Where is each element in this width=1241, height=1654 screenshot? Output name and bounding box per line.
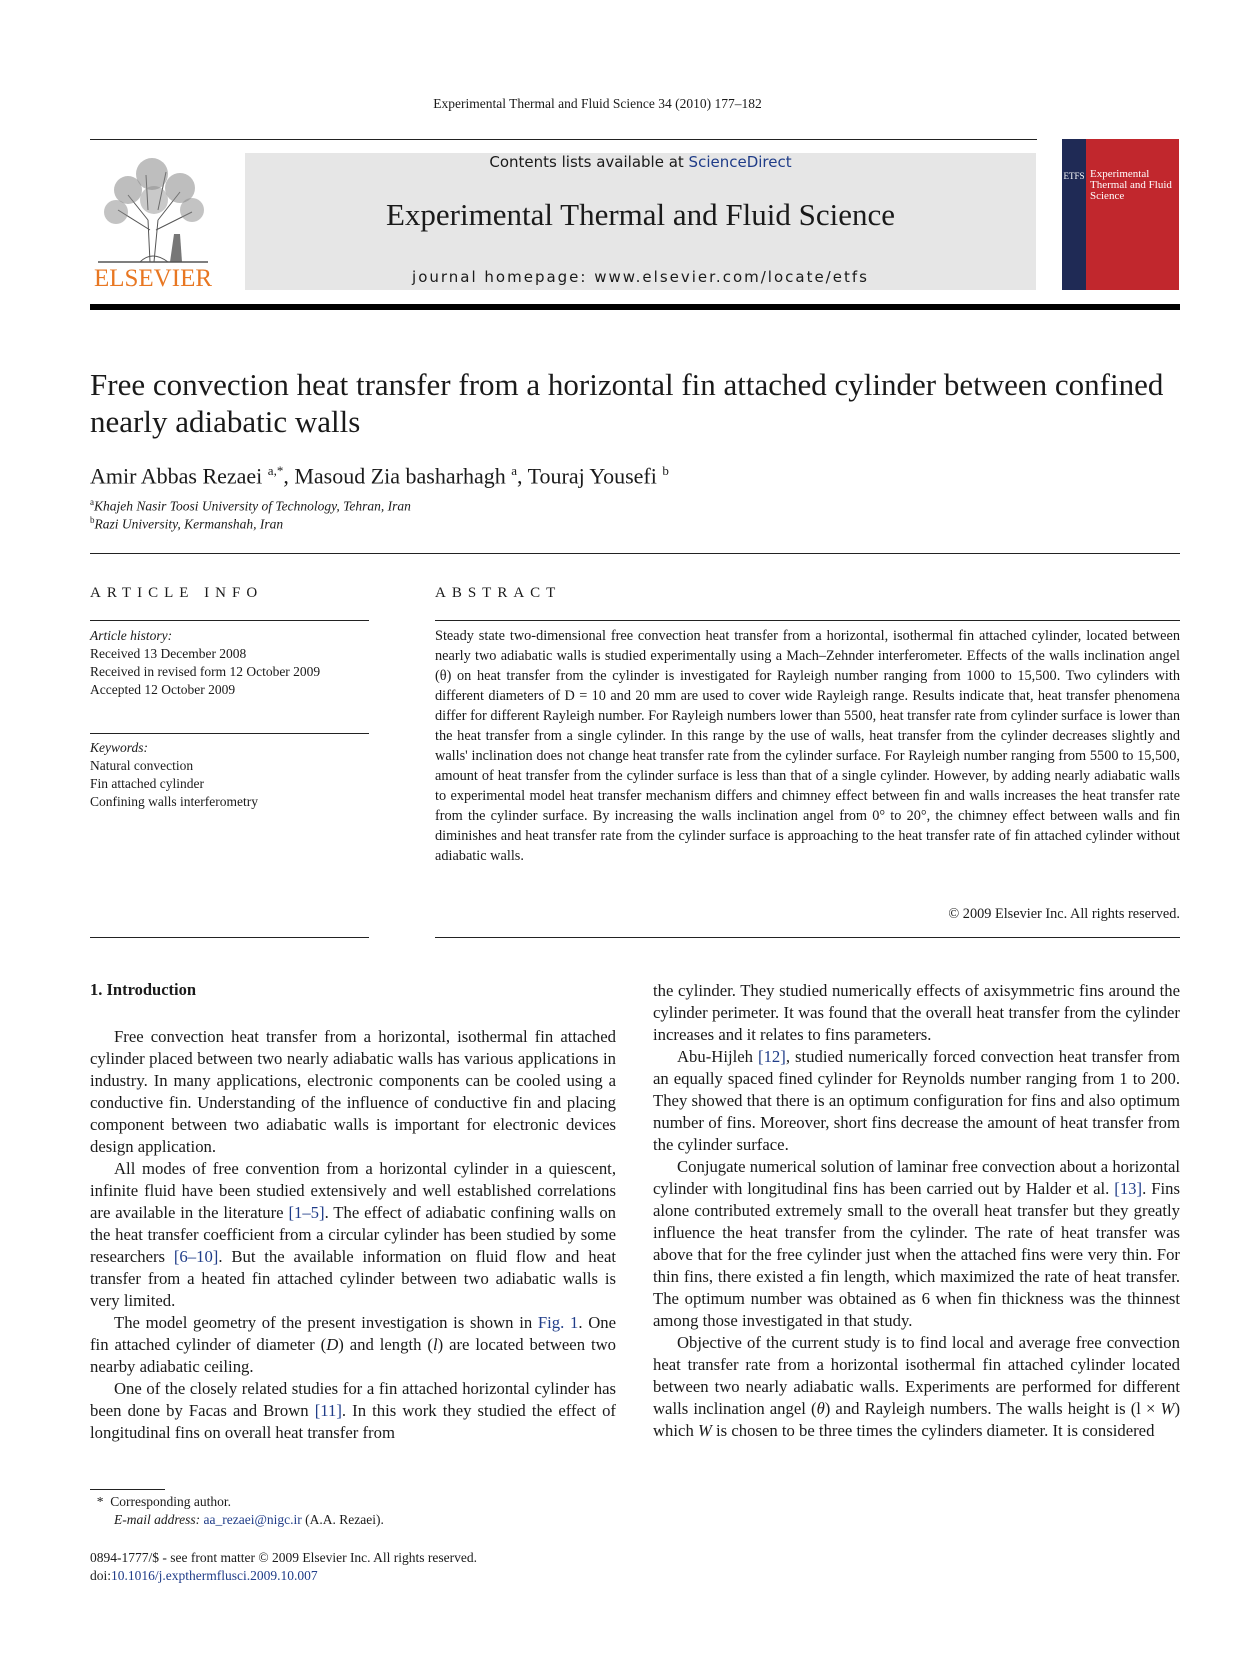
paragraph	[653, 1156, 1180, 1332]
sciencedirect-link[interactable]: ScienceDirect	[688, 153, 792, 171]
affiliation-sup: b	[90, 515, 95, 525]
elsevier-tree-icon	[88, 150, 218, 290]
text-segment: the cylinder. They studied numerically effects of axisymmetric fins around the cylinder perimeter. It was found that the overall heat transfer from the cylinder increases and it relates to fins parameters.	[653, 981, 1180, 1044]
citation-link[interactable]: [12]	[758, 1047, 786, 1066]
text-segment: Abu-Hijleh	[677, 1047, 759, 1066]
keyword: Confining walls interferometry	[90, 794, 258, 809]
abstract-text: Steady state two-dimensional free convection heat transfer from a horizontal, isothermal fin attached cylinder, located between nearly two adiabatic walls is studied experimentally using a Mach–Zehnder interferometer. Effects of the walls inclination angel (θ) on heat transfer from the cylinder is investigated for Rayleigh number ranging from 1000 to 15,500. Two cylinders with different diameters of D = 10 and 20 mm are used to cover wide Rayleigh range. Results indicate that, heat transfer phenomena differ for different Rayleigh number. For Rayleigh numbers lower than 5500, heat transfer rate from cylinder surface is lower than the heat transfer from a single cylinder. In this range by the use of walls, heat transfer from the cylinder decreases slightly and walls' inclination does not change heat transfer rate from the cylinder surface. For Rayleigh number ranging from 5500 to 15,500, amount of heat transfer from the cylinder surface is less than that of a single cylinder. However, by adding nearly adiabatic walls to experimental model heat transfer mechanism differs and chimney effect between fin and walls increases the heat transfer rate from the cylinder surface. By increasing the walls inclination angel from 0° to 20°, the chimney effect between walls and fin diminishes and heat transfer rate from the cylinder surface is approaching to the heat transfer rate of fin attached cylinder without adiabatic walls.	[435, 628, 1180, 864]
elsevier-logo	[88, 150, 218, 290]
journal-homepage[interactable]: journal homepage: www.elsevier.com/locate/etfs	[412, 268, 869, 286]
footnote-label: Corresponding author.	[110, 1494, 231, 1509]
footnote-email-line	[90, 1511, 384, 1529]
divider-rule	[90, 553, 1180, 554]
divider-rule	[90, 937, 369, 938]
affiliation-a	[90, 497, 790, 515]
text-segment: θ	[816, 1399, 825, 1418]
journal-cover	[1062, 139, 1179, 290]
citation-link[interactable]: Fig. 1	[537, 1313, 579, 1332]
text-segment: ) and length (	[338, 1335, 433, 1354]
keyword: Fin attached cylinder	[90, 776, 204, 791]
text-segment: All modes of free convention from a horizontal cylinder in a quiescent, infinite fluid have been studied extensively and well established correlations are available in the literature	[90, 1159, 616, 1222]
body-column-left	[90, 1026, 616, 1444]
text-segment: ) which	[653, 1399, 1180, 1440]
text-segment: Conjugate numerical solution of laminar free convection about a horizontal cylinder with longitudinal fins has been carried out by Halder et al.	[653, 1157, 1180, 1198]
footnote-rule	[90, 1489, 165, 1490]
text-segment: Free convection heat transfer from a horizontal, isothermal fin attached cylinder placed between two nearly adiabatic walls has various applications in industry. In many applications, electronic components can be cooled using a conductive fin. Understanding of the influence of conductive fin and placing component between two adiabatic walls is important for electronic devices design application.	[90, 1027, 616, 1156]
text-segment: . Fins alone contributed extremely small to the overall heat transfer but they greatly influence the heat transfer from the cylinder. The rate of heat transfer was above that for the free cylinder just when the attached fins were very thin. For thin fins, there existed a fin length, which maximized the rate of heat transfer. The optimum number was obtained as 6 when fin thickness was the thinnest among those investigated in that study.	[653, 1179, 1180, 1330]
text-segment: , studied numerically forced convection heat transfer from an equally spaced fined cylinder for Reynolds number ranging from 1 to 200. They showed that there is an optimum configuration for fins and also optimum number of fins. Moreover, short fins decrease the amount of heat transfer from the cylinder surface.	[653, 1047, 1181, 1154]
text-segment: D	[326, 1335, 339, 1354]
text-segment: One of the closely related studies for a fin attached horizontal cylinder has been done by Facas and Brown	[90, 1379, 616, 1420]
footnote-marker: *	[96, 1494, 104, 1509]
doi-line	[90, 1567, 477, 1585]
abstract-copyright: © 2009 Elsevier Inc. All rights reserved.	[948, 906, 1180, 922]
elsevier-wordmark: ELSEVIER	[93, 265, 213, 290]
affiliation-b	[90, 515, 790, 533]
contents-line	[245, 153, 1036, 171]
header-bottom-rule	[90, 304, 1180, 310]
paragraph	[90, 1026, 616, 1158]
issn-line: 0894-1777/$ - see front matter © 2009 Elsevier Inc. All rights reserved.	[90, 1550, 478, 1565]
doi-label: doi:	[90, 1568, 112, 1583]
paragraph	[90, 1312, 616, 1378]
section-heading: 1. Introduction	[90, 980, 197, 999]
journal-name: Experimental Thermal and Fluid Science	[385, 197, 896, 232]
abstract-heading: ABSTRACT	[435, 585, 562, 601]
affiliation-text: Khajeh Nasir Toosi University of Technology, Tehran, Iran	[94, 498, 411, 514]
author-list: Amir Abbas Rezaei $^{a,*}$, Masoud Zia basharhagh $^a$, Touraj Yousefi $^b$	[90, 463, 669, 489]
citation-link[interactable]: [6–10]	[173, 1247, 219, 1266]
email-suffix: (A.A. Rezaei).	[301, 1512, 384, 1527]
author-sup: a	[511, 463, 517, 478]
received-date: Received 13 December 2008	[90, 646, 247, 661]
article-info-heading: ARTICLE INFO	[90, 585, 264, 601]
cover-strip-text: ETFS	[1063, 171, 1085, 181]
text-segment: . But the available information on fluid flow and heat transfer from a heated fin attached cylinder between two adiabatic walls is very limited.	[90, 1247, 617, 1310]
body-column-right	[653, 980, 1180, 1442]
paragraph	[653, 1332, 1180, 1442]
text-segment: ) and Rayleigh numbers. The walls height is (l ×	[824, 1399, 1161, 1418]
keywords-label: Keywords:	[90, 740, 148, 755]
journal-header-box	[245, 153, 1036, 290]
contents-prefix: Contents lists available at	[489, 153, 689, 171]
email-link[interactable]: aa_rezaei@nigc.ir	[203, 1512, 302, 1527]
paragraph	[90, 1158, 616, 1312]
text-segment: is chosen to be three times the cylinders diameter. It is considered	[711, 1421, 1155, 1440]
article-history-label: Article history:	[90, 628, 173, 643]
footnote-line	[90, 1493, 384, 1511]
author-name: Amir Abbas Rezaei	[90, 463, 263, 489]
citation-link[interactable]: [1–5]	[288, 1203, 325, 1222]
text-segment: W	[697, 1421, 712, 1440]
citation-link[interactable]: [13]	[1114, 1179, 1143, 1198]
affiliation-text: Razi University, Kermanshah, Iran	[94, 516, 284, 532]
page-footer	[90, 1549, 477, 1585]
revised-date: Received in revised form 12 October 2009	[90, 664, 321, 679]
author-sup: a,*	[267, 463, 284, 478]
text-segment: . The effect of adiabatic confining walls on the heat transfer coefficient from a circular cylinder has been studied by some researchers	[90, 1203, 617, 1266]
accepted-date: Accepted 12 October 2009	[90, 682, 236, 697]
affiliation-sup: a	[90, 497, 94, 507]
author-name: Touraj Yousefi	[527, 463, 657, 489]
journal-reference: Experimental Thermal and Fluid Science 34 (2010) 177–182	[433, 96, 762, 111]
header-top-rule	[90, 139, 1037, 140]
email-label: E-mail address:	[114, 1512, 204, 1527]
divider-rule	[435, 937, 1180, 938]
cover-strip	[1062, 139, 1086, 290]
keyword: Natural convection	[90, 758, 194, 773]
text-segment: ) are located between two nearby adiabatic ceiling.	[90, 1335, 616, 1376]
doi-link[interactable]: 10.1016/j.expthermflusci.2009.10.007	[111, 1568, 318, 1583]
paragraph	[653, 980, 1180, 1046]
text-segment: The model geometry of the present investigation is shown in	[114, 1313, 538, 1332]
paragraph	[90, 1378, 616, 1444]
author-name: Masoud Zia basharhagh	[294, 463, 506, 489]
divider-rule	[90, 733, 369, 734]
author-sup: b	[662, 463, 669, 478]
divider-rule	[435, 620, 1180, 621]
citation-link[interactable]: [11]	[314, 1401, 342, 1420]
footnote	[90, 1493, 384, 1529]
cover-title: Experimental Thermal and Fluid Science	[1090, 168, 1172, 202]
text-segment: W	[1160, 1399, 1175, 1418]
divider-rule	[90, 620, 369, 621]
paragraph	[653, 1046, 1180, 1156]
text-segment: Objective of the current study is to find local and average free convection heat transfer rate from a horizontal isothermal fin attached cylinder located between two nearly adiabatic walls. Experiments are performed for different walls inclination angel (	[653, 1333, 1180, 1418]
text-segment: l	[432, 1335, 438, 1354]
text-segment: . In this work they studied the effect of longitudinal fins on overall heat transfer from	[90, 1401, 616, 1442]
article-title: Free convection heat transfer from a horizontal fin attached cylinder between confined nearly adiabatic walls	[90, 367, 1164, 439]
text-segment: . One fin attached cylinder of diameter (	[90, 1313, 616, 1354]
